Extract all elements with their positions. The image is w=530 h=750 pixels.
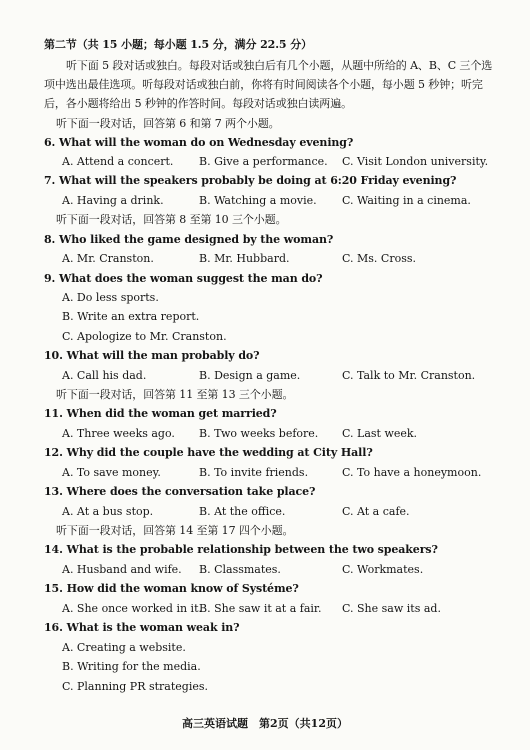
option-a: A. At a bus stop. bbox=[62, 505, 154, 518]
option-a: A. To save money. bbox=[62, 466, 161, 479]
question-13: 13. Where does the conversation take place? bbox=[44, 485, 316, 498]
options-7 bbox=[44, 194, 496, 208]
options-8 bbox=[44, 252, 496, 266]
option-b: B. Two weeks before. bbox=[199, 427, 319, 440]
options-11 bbox=[44, 427, 496, 441]
option-c: C. Last week. bbox=[342, 427, 418, 440]
option-a: A. Husband and wife. bbox=[62, 563, 182, 576]
option-c: C. Workmates. bbox=[342, 563, 424, 576]
option-a: A. Do less sports. bbox=[62, 291, 159, 304]
question-6: 6. What will the woman do on Wednesday evening? bbox=[44, 136, 354, 149]
option-b: B. Write an extra report. bbox=[62, 310, 200, 323]
page-footer: 高三英语试题 第2页（共12页） bbox=[182, 717, 348, 730]
question-15: 15. How did the woman know of Systéme? bbox=[44, 582, 299, 595]
option-a: A. Mr. Cranston. bbox=[62, 252, 154, 265]
option-c: C. She saw its ad. bbox=[342, 602, 441, 615]
option-b: B. Give a performance. bbox=[199, 155, 328, 168]
option-c: C. Visit London university. bbox=[342, 155, 489, 168]
option-c: C. Planning PR strategies. bbox=[62, 680, 209, 693]
option-a: A. Call his dad. bbox=[62, 369, 147, 382]
option-c: C. At a cafe. bbox=[342, 505, 410, 518]
options-10 bbox=[44, 369, 496, 383]
option-b: B. Writing for the media. bbox=[62, 660, 201, 673]
option-a: A. She once worked in it. bbox=[62, 602, 202, 615]
option-a: A. Attend a concert. bbox=[62, 155, 174, 168]
question-7: 7. What will the speakers probably be doing at 6:20 Friday evening? bbox=[44, 174, 457, 187]
options-15 bbox=[44, 602, 496, 616]
option-a: A. Three weeks ago. bbox=[62, 427, 175, 440]
group-instruction: 听下面一段对话，回答第 8 至第 10 三个小题。 bbox=[56, 213, 287, 226]
question-14: 14. What is the probable relationship between the two speakers? bbox=[44, 543, 438, 556]
group-instruction: 听下面一段对话，回答第 6 和第 7 两个小题。 bbox=[56, 117, 280, 130]
options-14 bbox=[44, 563, 496, 577]
option-c: C. Ms. Cross. bbox=[342, 252, 417, 265]
question-9: 9. What does the woman suggest the man do? bbox=[44, 272, 323, 285]
option-b: B. Classmates. bbox=[199, 563, 281, 576]
options-6 bbox=[44, 155, 496, 169]
options-12 bbox=[44, 466, 496, 480]
option-a: A. Creating a website. bbox=[62, 641, 186, 654]
option-b: B. At the office. bbox=[199, 505, 286, 518]
option-c: C. Talk to Mr. Cranston. bbox=[342, 369, 476, 382]
group-instruction: 听下面一段对话，回答第 14 至第 17 四个小题。 bbox=[56, 524, 294, 537]
option-b: B. To invite friends. bbox=[199, 466, 309, 479]
question-12: 12. Why did the couple have the wedding at City Hall? bbox=[44, 446, 373, 459]
option-b: B. She saw it at a fair. bbox=[199, 602, 322, 615]
group-instruction: 听下面一段对话，回答第 11 至第 13 三个小题。 bbox=[56, 388, 294, 401]
section-heading: 第二节（共 15 小题；每小题 1.5 分，满分 22.5 分） bbox=[44, 38, 313, 51]
option-c: C. Apologize to Mr. Cranston. bbox=[62, 330, 227, 343]
option-b: B. Watching a movie. bbox=[199, 194, 317, 207]
question-8: 8. Who liked the game designed by the woman? bbox=[44, 233, 334, 246]
options-13 bbox=[44, 505, 496, 519]
section-instructions: 听下面 5 段对话或独白。每段对话或独白后有几个小题，从题中所给的 A、B、C 三个选项中选出最佳选项。听每段对话或独白前，你将有时间阅读各个小题，每小题 5 秒钟；听完后，各小题将给出 5 秒钟的作答时间。每段对话或独白读两遍。 bbox=[44, 59, 493, 110]
option-c: C. Waiting in a cinema. bbox=[342, 194, 471, 207]
question-11: 11. When did the woman get married? bbox=[44, 407, 277, 420]
option-b: B. Design a game. bbox=[199, 369, 301, 382]
option-c: C. To have a honeymoon. bbox=[342, 466, 482, 479]
option-b: B. Mr. Hubbard. bbox=[199, 252, 290, 265]
question-10: 10. What will the man probably do? bbox=[44, 349, 260, 362]
option-a: A. Having a drink. bbox=[62, 194, 164, 207]
question-16: 16. What is the woman weak in? bbox=[44, 621, 240, 634]
